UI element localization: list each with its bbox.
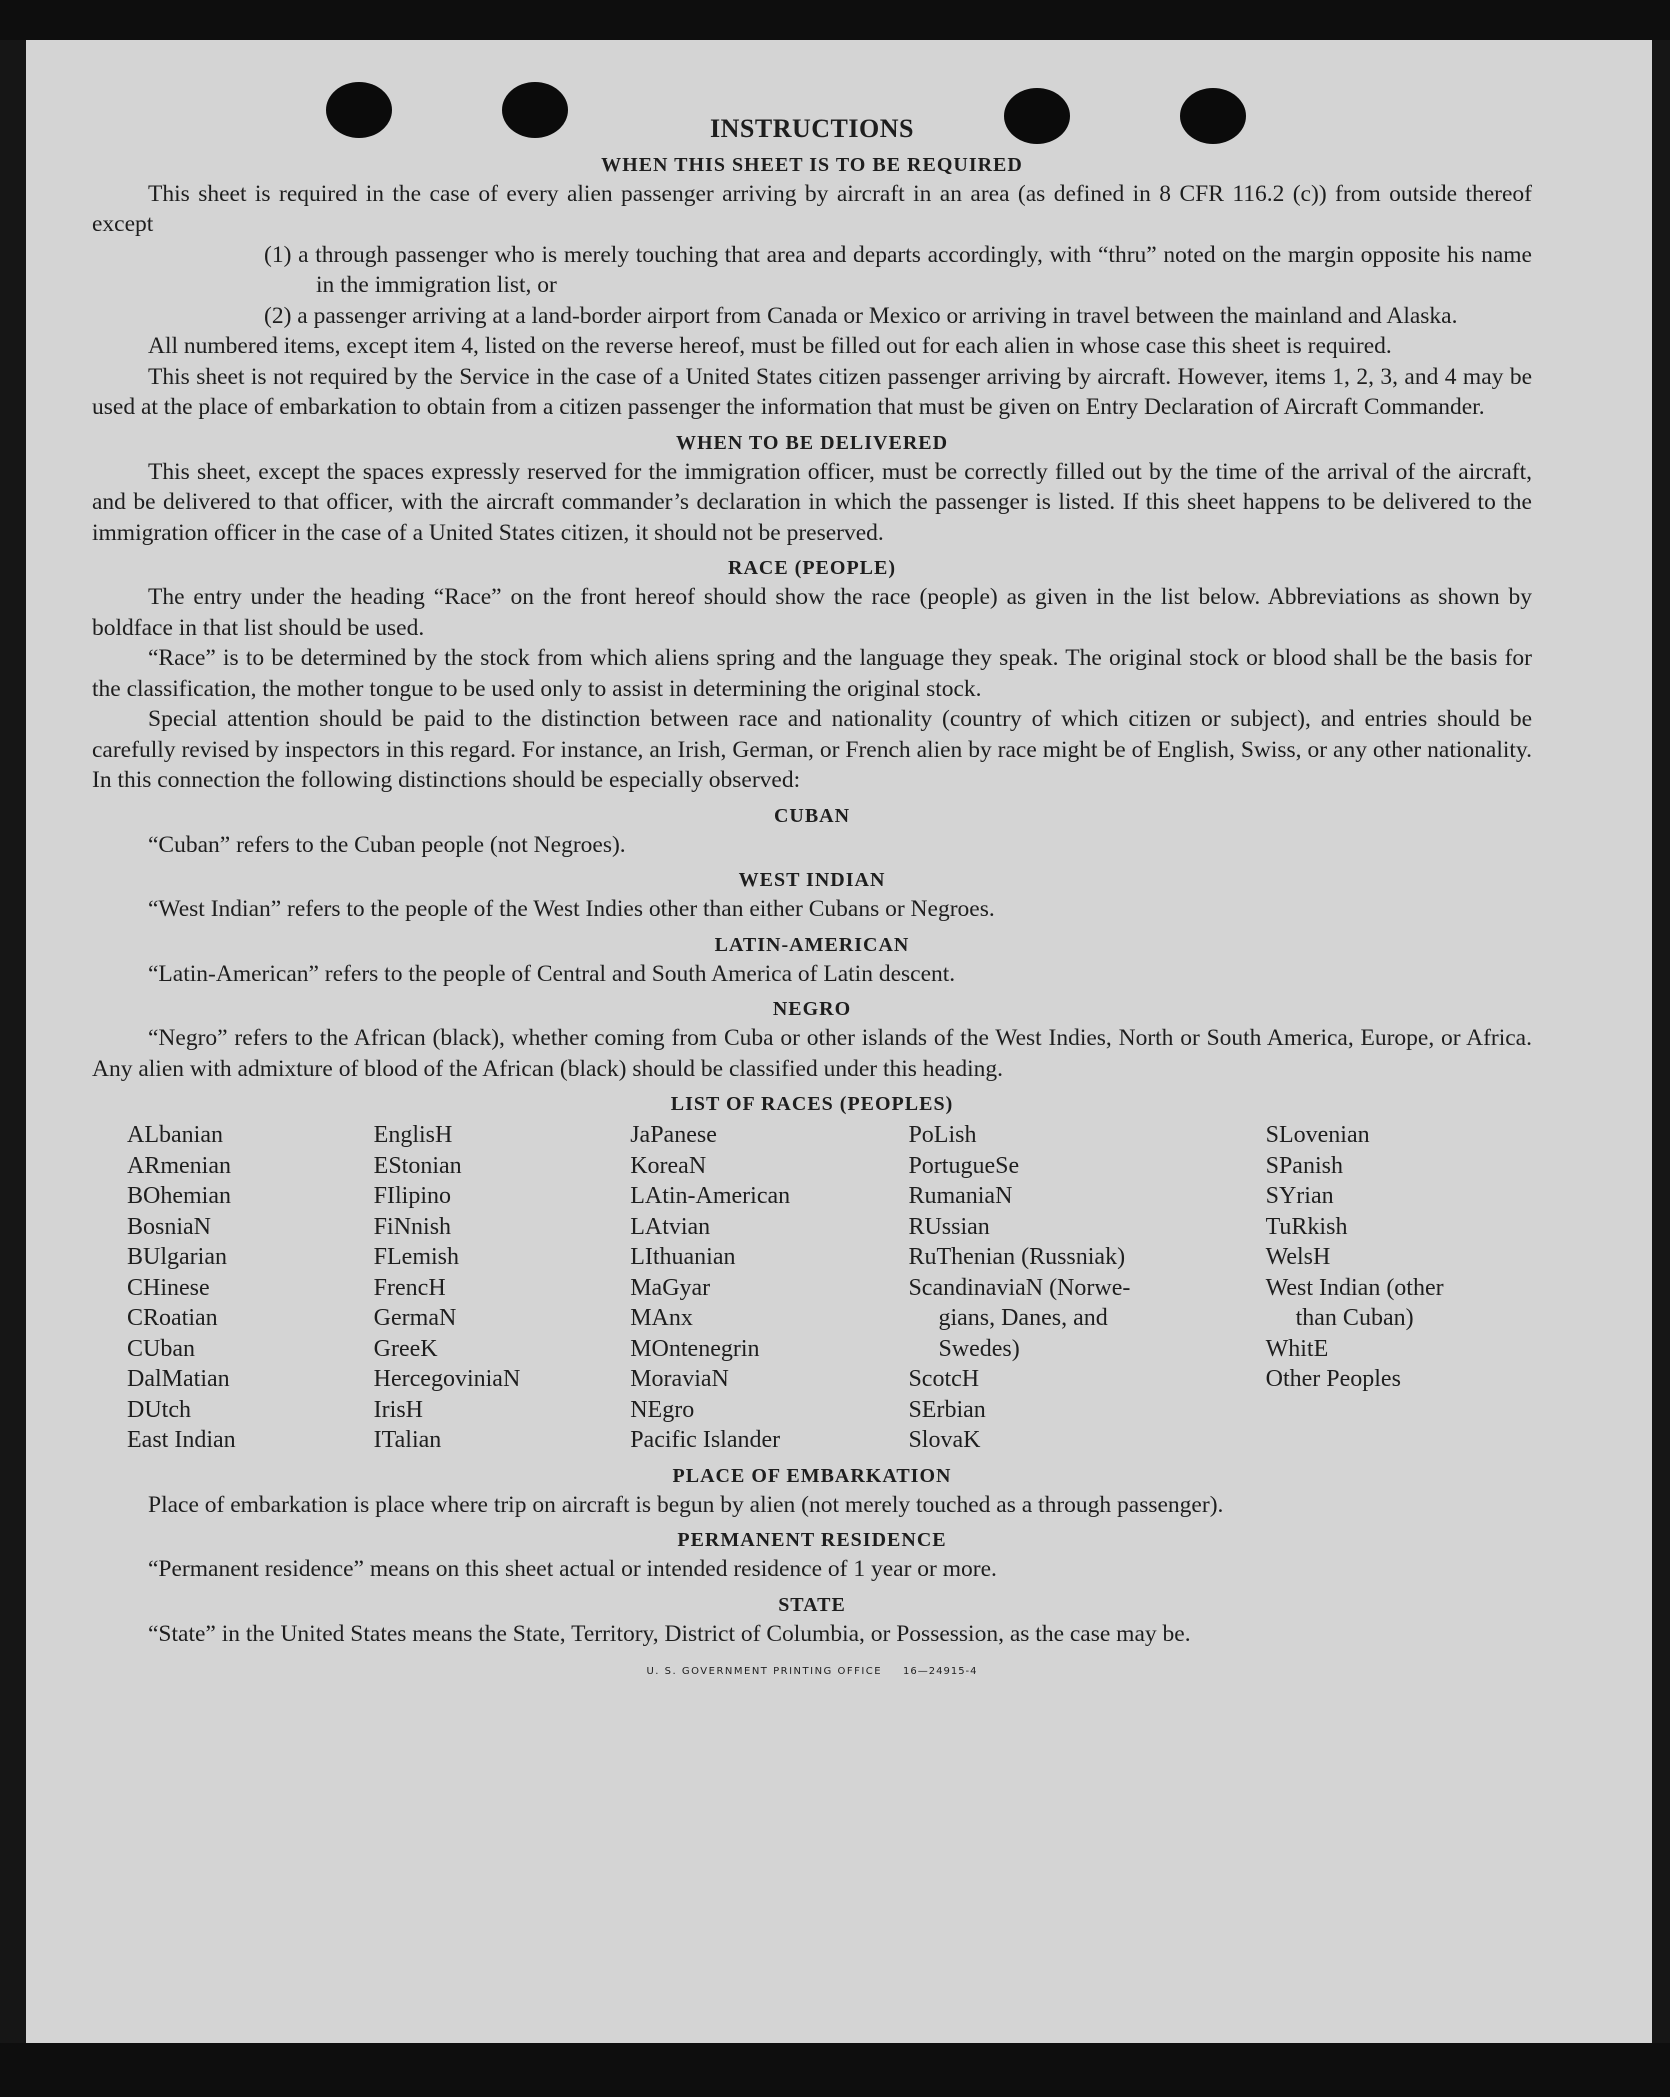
- race-item: BOhemian: [127, 1183, 231, 1209]
- race-item: RUssian: [908, 1213, 990, 1240]
- section-heading-permanent-residence: PERMANENT RESIDENCE: [677, 1529, 947, 1551]
- race-item: BUlgarian: [127, 1244, 227, 1270]
- paragraph: “West Indian” refers to the people of the West Indies other than either Cubans or Negroes.: [148, 896, 995, 922]
- race-item: PoLish: [908, 1122, 977, 1148]
- race-item: CRoatian: [127, 1305, 218, 1331]
- race-item: PortugueSe: [908, 1152, 1020, 1179]
- form-code: 16—24915-4: [903, 1666, 978, 1677]
- race-item: FLemish: [373, 1244, 460, 1270]
- race-item: CUban: [127, 1335, 195, 1362]
- race-item: ScandinaviaN (Norwe-: [908, 1274, 1131, 1301]
- race-item: MaGyar: [630, 1274, 711, 1301]
- section-heading-state: STATE: [778, 1593, 846, 1616]
- races-column: [374, 1120, 631, 1456]
- race-item: EStonian: [373, 1152, 462, 1179]
- race-item: FIlipino: [373, 1183, 452, 1209]
- list-item: (1) a through passenger who is merely touching that area and departs accordingly, with “thru” noted on the margin opposite his name in the immigration list, or: [264, 241, 1532, 298]
- race-item: Other Peoples: [1265, 1366, 1401, 1392]
- section-heading-list-of-races: LIST OF RACES (PEOPLES): [670, 1093, 954, 1115]
- race-item: SPanish: [1265, 1152, 1343, 1179]
- race-item-continued: than Cuban): [1295, 1305, 1414, 1331]
- section-heading-negro: NEGRO: [772, 998, 852, 1020]
- race-item: East Indian: [127, 1427, 236, 1453]
- race-item: GreeK: [373, 1335, 438, 1362]
- race-item: DalMatian: [127, 1366, 230, 1392]
- race-item: SlovaK: [908, 1427, 981, 1453]
- section-heading-when-delivered: WHEN TO BE DELIVERED: [675, 431, 949, 454]
- race-item: TuRkish: [1265, 1213, 1348, 1240]
- section-heading-when-required: WHEN THIS SHEET IS TO BE REQUIRED: [601, 153, 1023, 176]
- paragraph: Place of embarkation is place where trip on aircraft is begun by alien (not merely touched as a through passenger).: [148, 1491, 1224, 1518]
- race-item: BosniaN: [127, 1213, 211, 1240]
- races-column: [630, 1120, 908, 1456]
- paragraph: All numbered items, except item 4, listed on the reverse hereof, must be filled out for each alien in whose case this sheet is required.: [148, 333, 1392, 359]
- section-heading-west-indian: WEST INDIAN: [738, 869, 886, 891]
- races-column: [908, 1120, 1265, 1456]
- race-item: LAtvian: [630, 1213, 711, 1240]
- races-column: [92, 1120, 374, 1456]
- paragraph: Special attention should be paid to the distinction between race and nationality (country of which citizen or subject), and entries should be carefully revised by inspectors in this regard. For instance, an Irish, German, or French alien by race might be of English, Swiss, or any other nationality. In this connection the following distinctions should be especially observed:: [92, 706, 1532, 793]
- race-item: RumaniaN: [908, 1183, 1013, 1209]
- race-item: ScotcH: [908, 1366, 980, 1392]
- race-item: LIthuanian: [630, 1244, 736, 1270]
- paragraph: “Negro” refers to the African (black), whether coming from Cuba or other islands of the West Indies, North or South America, Europe, or Africa. Any alien with admixture of blood of the African (black) should be classified under this heading.: [92, 1025, 1532, 1082]
- race-item: RuThenian (Russniak): [908, 1244, 1126, 1270]
- section-heading-latin-american: LATIN-AMERICAN: [714, 933, 910, 956]
- paragraph: “Permanent residence” means on this sheet actual or intended residence of 1 year or more.: [148, 1556, 997, 1582]
- race-item: SLovenian: [1265, 1122, 1370, 1148]
- race-item: FiNnish: [373, 1213, 452, 1240]
- paragraph: This sheet, except the spaces expressly reserved for the immigration officer, must be correctly filled out by the time of the arrival of the aircraft, and be delivered to that officer, with the aircraft commander’s declaration in which the passenger is listed. If this sheet happens to be delivered to the immigration officer in the case of a United States citizen, it should not be preserved.: [92, 458, 1532, 546]
- race-item: FrencH: [373, 1274, 446, 1301]
- paragraph: The entry under the heading “Race” on the front hereof should show the race (people) as given in the list below. Abbreviations as shown by boldface in that list should be used.: [92, 584, 1532, 641]
- race-item: GermaN: [373, 1305, 457, 1331]
- race-item: MOntenegrin: [630, 1335, 760, 1362]
- race-item-continued: Swedes): [938, 1335, 1020, 1362]
- race-item: SErbian: [908, 1396, 986, 1423]
- race-item: LAtin-American: [630, 1183, 791, 1209]
- race-item: ALbanian: [127, 1122, 223, 1148]
- races-list: [92, 1120, 1532, 1456]
- race-item: MAnx: [630, 1305, 693, 1331]
- race-item: KoreaN: [630, 1152, 707, 1179]
- race-item: Pacific Islander: [630, 1427, 781, 1453]
- scan-border-bottom: [0, 2043, 1670, 2097]
- race-item: IrisH: [373, 1396, 423, 1423]
- race-item: DUtch: [127, 1396, 191, 1423]
- page-title: INSTRUCTIONS: [710, 114, 914, 143]
- race-item: CHinese: [127, 1274, 210, 1301]
- section-heading-embarkation: PLACE OF EMBARKATION: [672, 1464, 952, 1487]
- paragraph: “State” in the United States means the State, Territory, District of Columbia, or Possession, as the case may be.: [148, 1620, 1191, 1647]
- section-heading-cuban: CUBAN: [773, 804, 851, 827]
- race-item: West Indian (other: [1265, 1274, 1444, 1301]
- race-item: HercegoviniaN: [373, 1366, 521, 1392]
- printer-imprint: [92, 1657, 1532, 1688]
- race-item-continued: gians, Danes, and: [938, 1305, 1108, 1331]
- race-item: SYrian: [1265, 1183, 1334, 1209]
- race-item: EnglisH: [373, 1122, 453, 1148]
- race-item: ITalian: [373, 1427, 442, 1453]
- paragraph: This sheet is not required by the Service in the case of a United States citizen passenger arriving by aircraft. However, items 1, 2, 3, and 4 may be used at the place of embarkation to obtain from a citizen passenger the information that must be given on Entry Declaration of Aircraft Commander.: [92, 363, 1532, 420]
- race-item: ARmenian: [127, 1152, 231, 1179]
- scan-border-top: [0, 0, 1670, 40]
- races-column: [1266, 1120, 1532, 1456]
- gpo-imprint: U. S. GOVERNMENT PRINTING OFFICE: [646, 1666, 883, 1677]
- paragraph: This sheet is required in the case of every alien passenger arriving by aircraft in an area (as defined in 8 CFR 116.2 (c)) from outside thereof except: [92, 180, 1532, 237]
- paragraph: “Race” is to be determined by the stock from which aliens spring and the language they speak. The original stock or blood shall be the basis for the classification, the mother tongue to be used only to assist in determining the original stock.: [92, 645, 1532, 702]
- paragraph: “Latin-American” refers to the people of Central and South America of Latin descent.: [148, 960, 956, 987]
- race-item: WhitE: [1265, 1335, 1329, 1362]
- race-item: WelsH: [1265, 1244, 1331, 1270]
- list-item: (2) a passenger arriving at a land-border airport from Canada or Mexico or arriving in travel between the mainland and Alaska.: [264, 302, 1458, 329]
- section-heading-race: RACE (PEOPLE): [728, 557, 896, 579]
- race-item: JaPanese: [630, 1122, 717, 1148]
- race-item: MoraviaN: [630, 1366, 729, 1392]
- race-item: NEgro: [630, 1396, 695, 1423]
- instructions-body: [92, 114, 1532, 1688]
- paragraph: “Cuban” refers to the Cuban people (not Negroes).: [148, 831, 626, 858]
